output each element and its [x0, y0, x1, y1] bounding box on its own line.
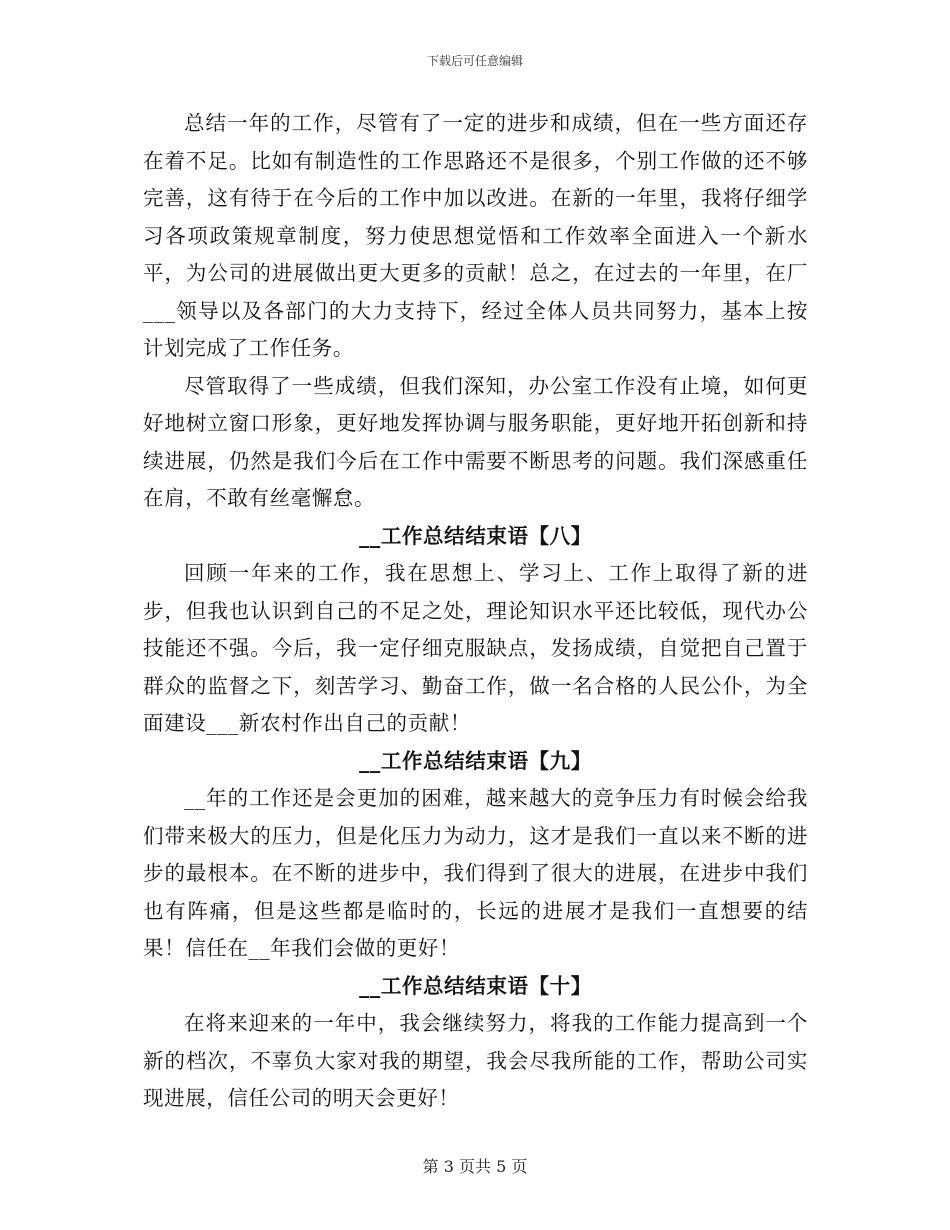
paragraph-reflection: 尽管取得了一些成绩，但我们深知，办公室工作没有止境，如何更好地树立窗口形象，更好地发挥协调与服务职能，更好地开拓创新和持续进展，仍然是我们今后在工作中需要不断思考的问题。我们深感重任在肩，不敢有丝毫懈怠。 [143, 373, 808, 510]
paragraph-section-10: 在将来迎来的一年中，我会继续努力，将我的工作能力提高到一个新的档次，不辜负大家对我的期望，我会尽我所能的工作，帮助公司实现进展，信任公司的明天会更好！ [143, 1011, 808, 1110]
paragraph-summary: 总结一年的工作，尽管有了一定的进步和成绩，但在一些方面还存在着不足。比如有制造性的工作思路还不是很多，个别工作做的还不够完善，这有待于在今后的工作中加以改进。在新的一年里，我将仔细学习各项政策规章制度，努力使思想觉悟和工作效率全面进入一个新水平，为公司的进展做出更大更多的贡献！总之，在过去的一年里，在厂___领导以及各部门的大力支持下，经过全体人员共同努力，基本上按计划完成了工作任务。 [143, 111, 808, 360]
paragraph-section-8: 回顾一年来的工作，我在思想上、学习上、工作上取得了新的进步，但我也认识到自己的不足之处，理论知识水平还比较低，现代办公技能还不强。今后，我一定仔细克服缺点，发扬成绩，自觉把自己置于群众的监督之下，刻苦学习、勤奋工作，做一名合格的人民公仆，为全面建设___新农村作出自己的贡献！ [143, 561, 808, 735]
page-header: 下载后可任意编辑 [426, 54, 523, 68]
section-heading-8: __工作总结结束语【八】 [359, 523, 592, 548]
document-body [143, 105, 808, 1118]
section-heading-9: __工作总结结束语【九】 [359, 748, 592, 773]
page-number: 第 3 页共 5 页 [422, 1157, 528, 1176]
paragraph-section-9: __年的工作还是会更加的困难，越来越大的竞争压力有时候会给我们带来极大的压力，但是化压力为动力，这才是我们一直以来不断的进步的最根本。在不断的进步中，我们得到了很大的进展，在进步中我们也有阵痛，但是这些都是临时的，长远的进展才是我们一直想要的结果！信任在__年我们会做的更好！ [143, 786, 808, 960]
section-heading-10: __工作总结结束语【十】 [359, 973, 592, 998]
